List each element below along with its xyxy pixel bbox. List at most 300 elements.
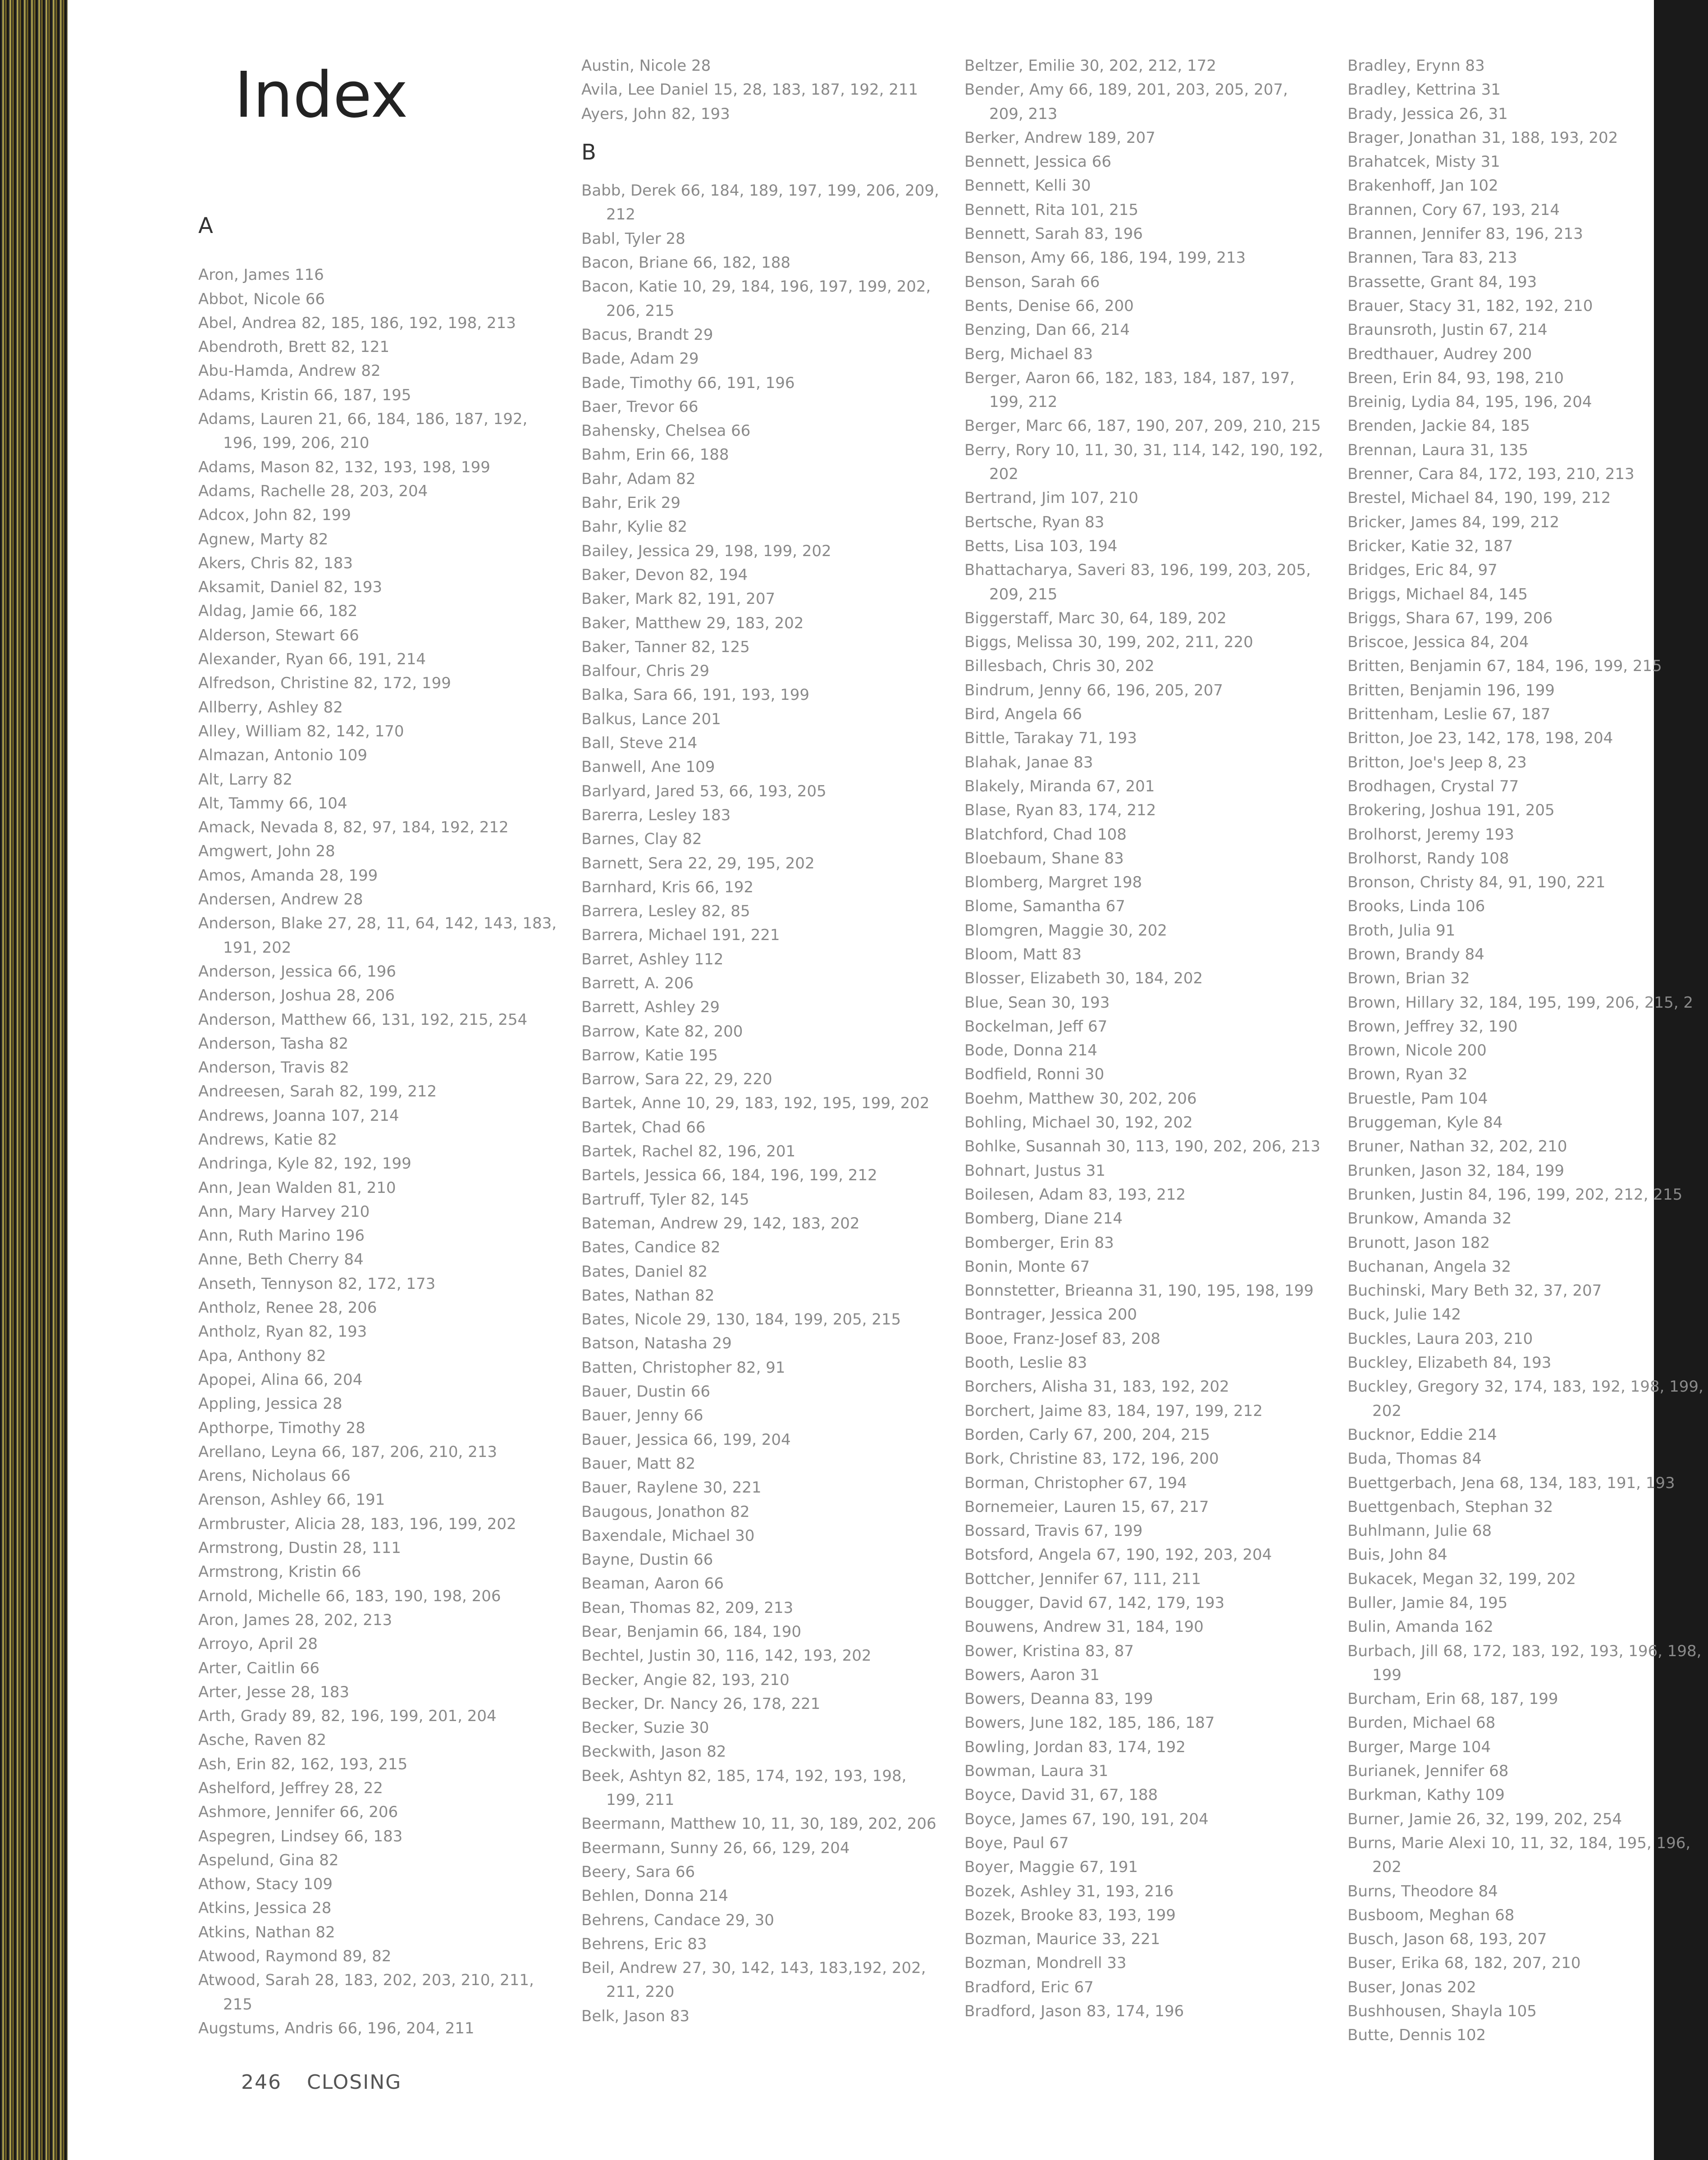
index-entry: Brown, Brian 32 — [1347, 969, 1470, 988]
index-entry: Baker, Mark 82, 191, 207 — [581, 590, 776, 608]
index-entry: Beek, Ashtyn 82, 185, 174, 192, 193, 198, 199, 211 — [581, 1767, 907, 1809]
index-entry: Ball, Steve 214 — [581, 734, 698, 753]
index-entry: Bahensky, Chelsea 66 — [581, 422, 751, 440]
index-entry: Britten, Benjamin 67, 184, 196, 199, 215 — [1347, 657, 1662, 676]
index-entry: Arth, Grady 89, 82, 196, 199, 201, 204 — [198, 1707, 497, 1726]
letter-heading: B — [581, 139, 596, 165]
index-entry: Blahak, Janae 83 — [964, 753, 1093, 772]
index-entry: Brooks, Linda 106 — [1347, 897, 1485, 916]
index-entry: Batten, Christopher 82, 91 — [581, 1358, 785, 1377]
index-entry: Bornemeier, Lauren 15, 67, 217 — [964, 1498, 1209, 1516]
index-entry: Bahr, Erik 29 — [581, 494, 680, 512]
index-entry: Bertsche, Ryan 83 — [964, 513, 1105, 531]
index-entry: Brauer, Stacy 31, 182, 192, 210 — [1347, 297, 1593, 315]
index-entry: Bukacek, Megan 32, 199, 202 — [1347, 1570, 1576, 1588]
index-entry: Bean, Thomas 82, 209, 213 — [581, 1598, 794, 1617]
index-entry: Blomberg, Margret 198 — [964, 873, 1142, 892]
index-entry: Adams, Rachelle 28, 203, 204 — [198, 482, 428, 500]
index-entry: Bradley, Kettrina 31 — [1347, 81, 1501, 99]
index-entry: Britten, Benjamin 196, 199 — [1347, 681, 1555, 699]
index-entry: Baker, Devon 82, 194 — [581, 566, 748, 584]
index-entry: Brenner, Cara 84, 172, 193, 210, 213 — [1347, 465, 1635, 484]
index-entry: Appling, Jessica 28 — [198, 1395, 343, 1413]
index-entry: Brager, Jonathan 31, 188, 193, 202 — [1347, 128, 1618, 147]
index-entry: Burianek, Jennifer 68 — [1347, 1762, 1509, 1781]
index-entry: Andringa, Kyle 82, 192, 199 — [198, 1155, 411, 1173]
index-entry: Bowman, Laura 31 — [964, 1762, 1109, 1781]
index-entry: Borchers, Alisha 31, 183, 192, 202 — [964, 1378, 1229, 1396]
index-entry: Bohlke, Susannah 30, 113, 190, 202, 206, 213 — [964, 1137, 1320, 1156]
index-entry: Bennett, Kelli 30 — [964, 177, 1091, 195]
index-entry: Bozek, Brooke 83, 193, 199 — [964, 1906, 1176, 1924]
index-entry: Brunken, Jason 32, 184, 199 — [1347, 1161, 1564, 1180]
index-entry: Arellano, Leyna 66, 187, 206, 210, 213 — [198, 1443, 497, 1461]
index-entry: Bloebaum, Shane 83 — [964, 849, 1124, 868]
index-entry: Bartek, Anne 10, 29, 183, 192, 195, 199, 202 — [581, 1094, 930, 1113]
index-entry: Bossard, Travis 67, 199 — [964, 1522, 1143, 1540]
index-entry: Burbach, Jill 68, 172, 183, 192, 193, 196, 198, 199 — [1347, 1642, 1702, 1684]
index-entry: Benson, Sarah 66 — [964, 273, 1100, 291]
index-entry: Brown, Jeffrey 32, 190 — [1347, 1017, 1518, 1036]
index-entry: Burden, Michael 68 — [1347, 1714, 1496, 1732]
index-entry: Balka, Sara 66, 191, 193, 199 — [581, 686, 809, 704]
index-entry: Barnes, Clay 82 — [581, 830, 702, 849]
index-entry: Blase, Ryan 83, 174, 212 — [964, 801, 1156, 820]
index-entry: Bird, Angela 66 — [964, 705, 1082, 724]
index-entry: Asche, Raven 82 — [198, 1731, 327, 1749]
index-entry: Batson, Natasha 29 — [581, 1334, 732, 1353]
index-entry: Anderson, Tasha 82 — [198, 1034, 349, 1053]
index-entry: Berry, Rory 10, 11, 30, 31, 114, 142, 190, 192, 202 — [964, 441, 1323, 484]
index-entry: Akers, Chris 82, 183 — [198, 554, 353, 572]
letter-heading: A — [198, 213, 213, 238]
index-entry: Becker, Dr. Nancy 26, 178, 221 — [581, 1694, 821, 1713]
index-entry: Burger, Marge 104 — [1347, 1738, 1491, 1756]
index-entry: Bates, Nathan 82 — [581, 1286, 715, 1305]
page-number: 246 — [241, 2071, 282, 2094]
index-entry: Buckley, Gregory 32, 174, 183, 192, 198, 199, 202 — [1347, 1378, 1703, 1420]
index-entry: Busch, Jason 68, 193, 207 — [1347, 1930, 1547, 1949]
index-entry: Agnew, Marty 82 — [198, 530, 329, 548]
index-entry: Blome, Samantha 67 — [964, 897, 1125, 916]
index-entry: Arens, Nicholaus 66 — [198, 1467, 351, 1485]
index-entry: Brittenham, Leslie 67, 187 — [1347, 705, 1551, 724]
index-entry: Buser, Erika 68, 182, 207, 210 — [1347, 1954, 1581, 1973]
index-entry: Buchinski, Mary Beth 32, 37, 207 — [1347, 1282, 1602, 1300]
index-entry: Bruggeman, Kyle 84 — [1347, 1114, 1503, 1132]
index-entry: Ann, Jean Walden 81, 210 — [198, 1178, 396, 1197]
index-entry: Blatchford, Chad 108 — [964, 825, 1127, 844]
index-entry: Almazan, Antonio 109 — [198, 746, 367, 765]
index-entry: Alt, Tammy 66, 104 — [198, 794, 347, 813]
index-entry: Anderson, Matthew 66, 131, 192, 215, 254 — [198, 1010, 528, 1029]
index-entry: Baker, Matthew 29, 183, 202 — [581, 614, 804, 632]
index-entry: Amos, Amanda 28, 199 — [198, 866, 378, 885]
index-entry: Bates, Daniel 82 — [581, 1262, 708, 1281]
index-entry: Brown, Ryan 32 — [1347, 1065, 1468, 1084]
index-entry: Armstrong, Kristin 66 — [198, 1563, 361, 1581]
index-entry: Abbot, Nicole 66 — [198, 290, 325, 308]
index-entry: Buckles, Laura 203, 210 — [1347, 1329, 1533, 1348]
index-entry: Aron, James 28, 202, 213 — [198, 1611, 393, 1629]
index-entry: Botsford, Angela 67, 190, 192, 203, 204 — [964, 1546, 1272, 1564]
index-entry: Biggs, Melissa 30, 199, 202, 211, 220 — [964, 633, 1253, 652]
index-entry: Bozek, Ashley 31, 193, 216 — [964, 1882, 1174, 1900]
index-entry: Buettgenbach, Stephan 32 — [1347, 1498, 1553, 1516]
index-entry: Butte, Dennis 102 — [1347, 2026, 1486, 2045]
index-entry: Amack, Nevada 8, 82, 97, 184, 192, 212 — [198, 818, 509, 837]
index-column-4 — [1347, 54, 1708, 2048]
index-entry: Blosser, Elizabeth 30, 184, 202 — [964, 969, 1203, 988]
index-entry: Bottcher, Jennifer 67, 111, 211 — [964, 1570, 1201, 1588]
index-entry: Belk, Jason 83 — [581, 2007, 690, 2025]
index-entry: Burns, Marie Alexi 10, 11, 32, 184, 195, 196, 202 — [1347, 1834, 1691, 1877]
index-entry: Bowers, June 182, 185, 186, 187 — [964, 1714, 1215, 1732]
index-entry: Bredthauer, Audrey 200 — [1347, 345, 1532, 363]
index-entry: Bade, Timothy 66, 191, 196 — [581, 374, 795, 392]
index-column-2 — [581, 54, 942, 2028]
index-entry: Aron, James 116 — [198, 266, 324, 284]
index-entry: Brokering, Joshua 191, 205 — [1347, 801, 1555, 820]
index-entry: Ann, Mary Harvey 210 — [198, 1202, 370, 1221]
index-entry: Baugous, Jonathon 82 — [581, 1502, 750, 1521]
index-entry: Berg, Michael 83 — [964, 345, 1093, 363]
index-entry: Atwood, Raymond 89, 82 — [198, 1947, 392, 1966]
index-entry: Brady, Jessica 26, 31 — [1347, 105, 1508, 123]
index-entry: Barrett, Ashley 29 — [581, 998, 720, 1017]
index-entry: Burkman, Kathy 109 — [1347, 1786, 1505, 1804]
index-entry: Ann, Ruth Marino 196 — [198, 1227, 365, 1245]
index-entry: Bahr, Kylie 82 — [581, 518, 688, 536]
index-entry: Bohnart, Justus 31 — [964, 1161, 1105, 1180]
index-entry: Beermann, Sunny 26, 66, 129, 204 — [581, 1839, 850, 1857]
index-entry: Bonin, Monte 67 — [964, 1257, 1090, 1276]
index-entry: Bahm, Erin 66, 188 — [581, 446, 729, 464]
index-entry: Balfour, Chris 29 — [581, 662, 710, 680]
index-entry: Adams, Mason 82, 132, 193, 198, 199 — [198, 458, 490, 476]
index-entry: Blue, Sean 30, 193 — [964, 993, 1110, 1012]
index-entry: Berker, Andrew 189, 207 — [964, 128, 1155, 147]
index-entry: Bauer, Jenny 66 — [581, 1407, 703, 1425]
index-entry: Athow, Stacy 109 — [198, 1875, 333, 1894]
index-entry: Babl, Tyler 28 — [581, 229, 685, 248]
index-entry: Brolhorst, Jeremy 193 — [1347, 825, 1514, 844]
index-entry: Booe, Franz-Josef 83, 208 — [964, 1329, 1160, 1348]
index-entry: Bozman, Maurice 33, 221 — [964, 1930, 1160, 1949]
index-entry: Billesbach, Chris 30, 202 — [964, 657, 1155, 676]
index-entry: Barlyard, Jared 53, 66, 193, 205 — [581, 782, 827, 800]
index-entry: Bates, Candice 82 — [581, 1238, 721, 1257]
index-entry: Boyce, James 67, 190, 191, 204 — [964, 1810, 1209, 1828]
index-entry: Ayers, John 82, 193 — [581, 105, 730, 123]
index-entry: Banwell, Ane 109 — [581, 758, 715, 776]
index-entry: Bucknor, Eddie 214 — [1347, 1425, 1497, 1444]
index-entry: Brunken, Justin 84, 196, 199, 202, 212, 215 — [1347, 1185, 1683, 1204]
index-entry: Behrens, Candace 29, 30 — [581, 1911, 774, 1929]
index-entry: Brannen, Tara 83, 213 — [1347, 249, 1517, 267]
index-entry: Bates, Nicole 29, 130, 184, 199, 205, 215 — [581, 1311, 901, 1329]
index-page — [68, 0, 1703, 2160]
index-entry: Avila, Lee Daniel 15, 28, 183, 187, 192, 211 — [581, 81, 918, 99]
index-entry: Bauer, Jessica 66, 199, 204 — [581, 1430, 791, 1449]
index-entry: Bacon, Katie 10, 29, 184, 196, 197, 199, 202, 206, 215 — [581, 278, 931, 320]
index-entry: Bower, Kristina 83, 87 — [964, 1642, 1134, 1660]
index-entry: Bradford, Jason 83, 174, 196 — [964, 2002, 1184, 2021]
page-title: Index — [234, 59, 408, 132]
index-entry: Arenson, Ashley 66, 191 — [198, 1491, 385, 1509]
index-entry: Bindrum, Jenny 66, 196, 205, 207 — [964, 681, 1223, 699]
index-entry: Ash, Erin 82, 162, 193, 215 — [198, 1755, 408, 1773]
index-entry: Bartruff, Tyler 82, 145 — [581, 1190, 749, 1209]
index-entry: Apthorpe, Timothy 28 — [198, 1419, 365, 1437]
index-entry: Bennett, Sarah 83, 196 — [964, 225, 1143, 243]
index-entry: Bonnstetter, Brieanna 31, 190, 195, 198, 199 — [964, 1282, 1314, 1300]
index-entry: Aksamit, Daniel 82, 193 — [198, 578, 382, 597]
index-entry: Antholz, Renee 28, 206 — [198, 1299, 377, 1317]
index-entry: Broth, Julia 91 — [1347, 921, 1456, 940]
index-entry: Brestel, Michael 84, 190, 199, 212 — [1347, 489, 1611, 507]
index-entry: Bhattacharya, Saveri 83, 196, 199, 203, 205, 209, 215 — [964, 561, 1311, 603]
index-entry: Allberry, Ashley 82 — [198, 698, 343, 717]
index-entry: Bomberg, Diane 214 — [964, 1210, 1123, 1228]
index-entry: Bittle, Tarakay 71, 193 — [964, 729, 1137, 748]
index-entry: Buda, Thomas 84 — [1347, 1450, 1482, 1468]
index-entry: Aspegren, Lindsey 66, 183 — [198, 1827, 403, 1845]
index-entry: Bayne, Dustin 66 — [581, 1551, 713, 1569]
index-entry: Brannen, Jennifer 83, 196, 213 — [1347, 225, 1583, 243]
index-entry: Bartek, Chad 66 — [581, 1118, 706, 1137]
index-entry: Arter, Caitlin 66 — [198, 1659, 320, 1677]
index-entry: Blakely, Miranda 67, 201 — [964, 777, 1155, 795]
index-entry: Anderson, Joshua 28, 206 — [198, 986, 395, 1005]
index-entry: Anne, Beth Cherry 84 — [198, 1251, 364, 1269]
index-entry: Bowers, Deanna 83, 199 — [964, 1690, 1153, 1708]
index-entry: Brassette, Grant 84, 193 — [1347, 273, 1537, 291]
index-entry: Bennett, Rita 101, 215 — [964, 201, 1138, 219]
index-entry: Bear, Benjamin 66, 184, 190 — [581, 1623, 801, 1641]
index-entry: Barrett, A. 206 — [581, 974, 694, 992]
index-entry: Bronson, Christy 84, 91, 190, 221 — [1347, 873, 1606, 892]
index-entry: Barrow, Kate 82, 200 — [581, 1022, 743, 1041]
index-entry: Barnhard, Kris 66, 192 — [581, 878, 754, 896]
index-entry: Bauer, Matt 82 — [581, 1454, 696, 1473]
index-entry: Abel, Andrea 82, 185, 186, 192, 198, 213 — [198, 314, 516, 332]
index-entry: Brodhagen, Crystal 77 — [1347, 777, 1519, 795]
index-entry: Bertrand, Jim 107, 210 — [964, 489, 1138, 507]
index-entry: Beil, Andrew 27, 30, 142, 143, 183,192, 202, 211, 220 — [581, 1959, 926, 2001]
index-entry: Borman, Christopher 67, 194 — [964, 1474, 1187, 1492]
index-entry: Atkins, Jessica 28 — [198, 1899, 332, 1918]
index-entry: Apopei, Alina 66, 204 — [198, 1370, 363, 1389]
index-entry: Barrera, Michael 191, 221 — [581, 926, 780, 945]
index-entry: Brown, Hillary 32, 184, 195, 199, 206, 215, 2 — [1347, 993, 1694, 1012]
index-entry: Barret, Ashley 112 — [581, 950, 724, 968]
index-entry: Apa, Anthony 82 — [198, 1347, 326, 1365]
index-entry: Bender, Amy 66, 189, 201, 203, 205, 207, 209, 213 — [964, 81, 1288, 123]
index-entry: Barrow, Katie 195 — [581, 1046, 718, 1064]
index-entry: Buis, John 84 — [1347, 1546, 1448, 1564]
index-entry: Breen, Erin 84, 93, 198, 210 — [1347, 369, 1564, 387]
index-entry: Brolhorst, Randy 108 — [1347, 849, 1509, 868]
index-entry: Augstums, Andris 66, 196, 204, 211 — [198, 2019, 475, 2037]
index-entry: Barrow, Sara 22, 29, 220 — [581, 1070, 772, 1089]
section-name: CLOSING — [306, 2071, 402, 2094]
index-entry: Briggs, Shara 67, 199, 206 — [1347, 609, 1553, 627]
index-entry: Bradford, Eric 67 — [964, 1978, 1094, 1996]
index-entry: Baer, Trevor 66 — [581, 397, 699, 416]
index-entry: Andersen, Andrew 28 — [198, 890, 363, 909]
index-entry: Bohling, Michael 30, 192, 202 — [964, 1114, 1193, 1132]
index-entry: Briggs, Michael 84, 145 — [1347, 585, 1528, 603]
index-entry: Buhlmann, Julie 68 — [1347, 1522, 1492, 1540]
index-entry: Braunsroth, Justin 67, 214 — [1347, 321, 1548, 339]
index-entry: Becker, Suzie 30 — [581, 1719, 709, 1737]
index-entry: Bruner, Nathan 32, 202, 210 — [1347, 1137, 1567, 1156]
index-entry: Anderson, Jessica 66, 196 — [198, 962, 396, 981]
index-entry: Adams, Lauren 21, 66, 184, 186, 187, 192, 196, 199, 206, 210 — [198, 410, 528, 452]
index-entry: Brannen, Cory 67, 193, 214 — [1347, 201, 1560, 219]
index-entry: Berger, Aaron 66, 182, 183, 184, 187, 197, 199, 212 — [964, 369, 1295, 411]
index-entry: Adams, Kristin 66, 187, 195 — [198, 386, 411, 404]
index-entry: Antholz, Ryan 82, 193 — [198, 1323, 367, 1341]
index-entry: Bradley, Erynn 83 — [1347, 57, 1485, 75]
index-entry: Bockelman, Jeff 67 — [964, 1017, 1108, 1036]
index-entry: Adcox, John 82, 199 — [198, 506, 351, 525]
index-entry: Barerra, Lesley 183 — [581, 806, 731, 824]
index-entry: Bork, Christine 83, 172, 196, 200 — [964, 1450, 1219, 1468]
index-entry: Bartek, Rachel 82, 196, 201 — [581, 1142, 796, 1161]
index-entry: Brennan, Laura 31, 135 — [1347, 441, 1529, 459]
index-entry: Barnett, Sera 22, 29, 195, 202 — [581, 854, 815, 872]
index-entry: Austin, Nicole 28 — [581, 57, 711, 75]
index-entry: Bade, Adam 29 — [581, 350, 699, 368]
index-entry: Bouwens, Andrew 31, 184, 190 — [964, 1618, 1204, 1636]
index-entry: Bahr, Adam 82 — [581, 470, 696, 488]
index-entry: Beery, Sara 66 — [581, 1863, 695, 1881]
index-entry: Andreesen, Sarah 82, 199, 212 — [198, 1082, 437, 1101]
index-entry: Breinig, Lydia 84, 195, 196, 204 — [1347, 393, 1592, 411]
index-entry: Armstrong, Dustin 28, 111 — [198, 1539, 401, 1557]
index-entry: Ashmore, Jennifer 66, 206 — [198, 1803, 398, 1822]
index-entry: Buettgerbach, Jena 68, 134, 183, 191, 193 — [1347, 1474, 1675, 1492]
index-entry: Bauer, Raylene 30, 221 — [581, 1479, 762, 1497]
index-entry: Boehm, Matthew 30, 202, 206 — [964, 1089, 1197, 1108]
index-entry: Bozman, Mondrell 33 — [964, 1954, 1127, 1973]
index-entry: Becker, Angie 82, 193, 210 — [581, 1671, 790, 1689]
index-entry: Bricker, James 84, 199, 212 — [1347, 513, 1560, 531]
index-entry: Bushhousen, Shayla 105 — [1347, 2002, 1537, 2021]
index-entry: Bechtel, Justin 30, 116, 142, 193, 202 — [581, 1647, 872, 1665]
index-entry: Alley, William 82, 142, 170 — [198, 722, 404, 740]
index-entry: Balkus, Lance 201 — [581, 710, 721, 728]
index-entry: Baker, Tanner 82, 125 — [581, 638, 750, 656]
index-entry: Abendroth, Brett 82, 121 — [198, 338, 390, 356]
index-entry: Anderson, Travis 82 — [198, 1059, 349, 1077]
index-entry: Burns, Theodore 84 — [1347, 1882, 1498, 1900]
index-entry: Booth, Leslie 83 — [964, 1354, 1087, 1372]
index-entry: Brakenhoff, Jan 102 — [1347, 177, 1498, 195]
index-entry: Arter, Jesse 28, 183 — [198, 1683, 349, 1701]
index-entry: Arroyo, April 28 — [198, 1635, 318, 1653]
index-entry: Amgwert, John 28 — [198, 842, 335, 861]
index-entry: Borden, Carly 67, 200, 204, 215 — [964, 1425, 1210, 1444]
index-entry: Beaman, Aaron 66 — [581, 1575, 724, 1593]
index-entry: Burcham, Erin 68, 187, 199 — [1347, 1690, 1558, 1708]
index-column-3 — [964, 54, 1325, 2023]
index-entry: Barrera, Lesley 82, 85 — [581, 902, 750, 921]
index-entry: Bridges, Eric 84, 97 — [1347, 561, 1498, 580]
index-entry: Bennett, Jessica 66 — [964, 153, 1111, 171]
index-entry: Blomgren, Maggie 30, 202 — [964, 921, 1167, 940]
index-entry: Brenden, Jackie 84, 185 — [1347, 417, 1530, 435]
index-entry: Baxendale, Michael 30 — [581, 1526, 755, 1545]
index-entry: Beermann, Matthew 10, 11, 30, 189, 202, 206 — [581, 1815, 936, 1833]
index-entry: Boilesen, Adam 83, 193, 212 — [964, 1185, 1186, 1204]
index-entry: Bents, Denise 66, 200 — [964, 297, 1134, 315]
index-entry: Bruestle, Pam 104 — [1347, 1089, 1488, 1108]
index-entry: Atwood, Sarah 28, 183, 202, 203, 210, 211, 215 — [198, 1971, 534, 2014]
index-entry: Aspelund, Gina 82 — [198, 1851, 339, 1869]
index-entry: Bartels, Jessica 66, 184, 196, 199, 212 — [581, 1166, 877, 1185]
index-entry: Berger, Marc 66, 187, 190, 207, 209, 210, 215 — [964, 417, 1321, 435]
index-column-1 — [198, 214, 559, 2041]
index-entry: Benzing, Dan 66, 214 — [964, 321, 1130, 339]
index-entry: Ashelford, Jeffrey 28, 22 — [198, 1779, 383, 1797]
book-spine-edge — [0, 0, 68, 2160]
index-entry: Biggerstaff, Marc 30, 64, 189, 202 — [964, 609, 1227, 627]
index-entry: Anseth, Tennyson 82, 172, 173 — [198, 1274, 436, 1293]
index-entry: Beckwith, Jason 82 — [581, 1743, 726, 1761]
index-entry: Buck, Julie 142 — [1347, 1306, 1461, 1324]
page-footer — [241, 2071, 420, 2094]
index-entry: Bontrager, Jessica 200 — [964, 1306, 1137, 1324]
index-entry: Bricker, Katie 32, 187 — [1347, 537, 1513, 555]
index-entry: Bougger, David 67, 142, 179, 193 — [964, 1594, 1225, 1612]
index-entry: Benson, Amy 66, 186, 194, 199, 213 — [964, 249, 1246, 267]
index-entry: Burner, Jamie 26, 32, 199, 202, 254 — [1347, 1810, 1622, 1828]
index-entry: Bode, Donna 214 — [964, 1041, 1097, 1060]
index-entry: Behlen, Donna 214 — [581, 1887, 728, 1905]
index-entry: Brahatcek, Misty 31 — [1347, 153, 1500, 171]
index-entry: Betts, Lisa 103, 194 — [964, 537, 1118, 555]
index-entry: Bowers, Aaron 31 — [964, 1666, 1100, 1684]
index-entry: Arnold, Michelle 66, 183, 190, 198, 206 — [198, 1587, 501, 1605]
index-entry: Beltzer, Emilie 30, 202, 212, 172 — [964, 57, 1216, 75]
index-entry: Buckley, Elizabeth 84, 193 — [1347, 1354, 1552, 1372]
index-entry: Bailey, Jessica 29, 198, 199, 202 — [581, 542, 831, 560]
index-entry: Babb, Derek 66, 184, 189, 197, 199, 206, 209, 212 — [581, 182, 939, 224]
index-entry: Anderson, Blake 27, 28, 11, 64, 142, 143, 183, 191, 202 — [198, 914, 557, 957]
index-entry: Boye, Paul 67 — [964, 1834, 1069, 1852]
index-entry: Bodfield, Ronni 30 — [964, 1065, 1105, 1084]
index-entry: Bomberger, Erin 83 — [964, 1233, 1114, 1252]
index-entry: Bauer, Dustin 66 — [581, 1383, 711, 1401]
index-entry: Brown, Nicole 200 — [1347, 1041, 1487, 1060]
index-entry: Armbruster, Alicia 28, 183, 196, 199, 202 — [198, 1515, 516, 1533]
index-entry: Briscoe, Jessica 84, 204 — [1347, 633, 1529, 652]
index-entry: Brunott, Jason 182 — [1347, 1233, 1490, 1252]
index-entry: Boyce, David 31, 67, 188 — [964, 1786, 1158, 1804]
index-entry: Busboom, Meghan 68 — [1347, 1906, 1515, 1924]
index-entry: Alt, Larry 82 — [198, 770, 292, 789]
index-entry: Britton, Joe 23, 142, 178, 198, 204 — [1347, 729, 1613, 748]
index-entry: Buller, Jamie 84, 195 — [1347, 1594, 1508, 1612]
index-entry: Bulin, Amanda 162 — [1347, 1618, 1493, 1636]
index-entry: Alfredson, Christine 82, 172, 199 — [198, 674, 451, 693]
index-entry: Bowling, Jordan 83, 174, 192 — [964, 1738, 1186, 1756]
index-entry: Abu-Hamda, Andrew 82 — [198, 362, 381, 380]
index-entry: Andrews, Joanna 107, 214 — [198, 1106, 399, 1125]
